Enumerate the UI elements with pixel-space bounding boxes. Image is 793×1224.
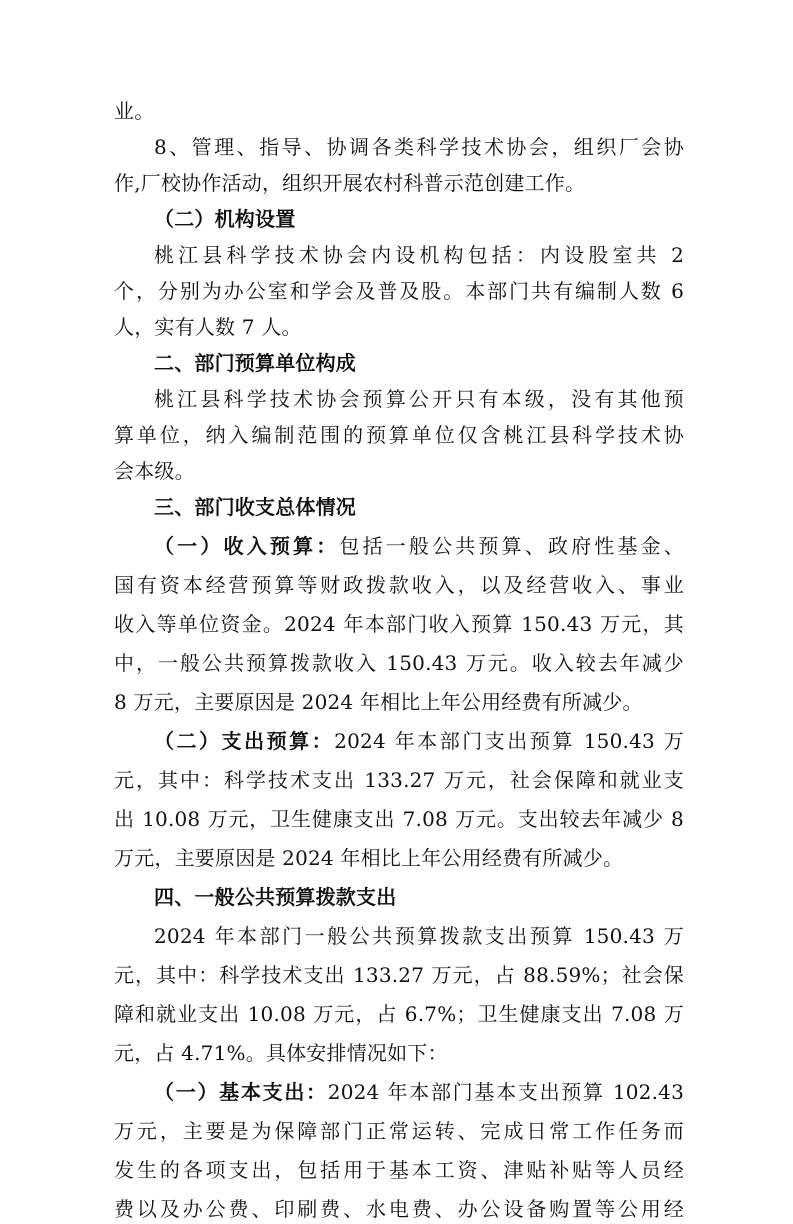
paragraph-line	[114, 726, 684, 756]
paragraph-line: 发生的各项支出，包括用于基本工资、津贴补贴等人员经	[114, 1158, 684, 1182]
paragraph-line: 业。	[114, 99, 155, 123]
paragraph-line: 作,厂校协作活动，组织开展农村科普示范创建工作。	[114, 171, 586, 195]
paragraph-line: 8 万元，主要原因是 2024 年相比上年公用经费有所减少。	[114, 690, 643, 714]
paragraph-line: 个，分别为办公室和学会及普及股。本部门共有编制人数 6	[114, 279, 684, 303]
paragraph-line: 2024 年本部门一般公共预算拨款支出预算 150.43 万	[154, 924, 684, 948]
paragraph-basic-expenditure	[114, 1077, 684, 1224]
paragraph-line: 8、管理、指导、协调各类科学技术协会，组织厂会协	[154, 135, 684, 159]
paragraph-line	[114, 1077, 684, 1107]
paragraph-line: 元，其中：科学技术支出 133.27 万元，社会保障和就业支	[114, 768, 684, 792]
paragraph-org-structure	[114, 240, 684, 342]
section-heading-budget-units: 二、部门预算单位构成	[154, 351, 356, 375]
paragraph-line	[114, 531, 684, 561]
paragraph-line: 收入等单位资金。2024 年本部门收入预算 150.43 万元，其	[114, 612, 684, 636]
paragraph-line: 万元，主要是为保障部门正常运转、完成日常工作任务而	[114, 1119, 684, 1143]
line-text: 包括一般公共预算、政府性基金、	[339, 534, 685, 558]
section-heading-general-budget: 四、一般公共预算拨款支出	[154, 885, 397, 909]
line-text: 2024 年本部门支出预算 150.43 万	[334, 729, 684, 753]
paragraph-line: 国有资本经营预算等财政拨款收入，以及经营收入、事业	[114, 573, 684, 597]
paragraph-line: 出 10.08 万元，卫生健康支出 7.08 万元。支出较去年减少 8	[114, 807, 684, 831]
section-heading-org-structure: （二）机构设置	[154, 207, 296, 231]
paragraph-line: 会本级。	[114, 459, 195, 483]
document-page	[114, 96, 684, 1224]
paragraph-line: 元，占 4.71%。具体安排情况如下：	[114, 1041, 448, 1065]
expenditure-budget-label: （二）支出预算：	[154, 729, 335, 753]
income-budget-label: （一）收入预算：	[154, 534, 340, 558]
paragraph-line: 万元，主要原因是 2024 年相比上年公用经费有所减少。	[114, 846, 624, 870]
paragraph-general-budget	[114, 921, 684, 1068]
paragraph-line: 障和就业支出 10.08 万元，占 6.7%；卫生健康支出 7.08 万	[114, 1002, 684, 1026]
paragraph-income-budget	[114, 531, 684, 717]
paragraph-line: 元，其中：科学技术支出 133.27 万元，占 88.59%；社会保	[114, 963, 684, 987]
line-text: 2024 年本部门基本支出预算 102.43	[327, 1080, 684, 1104]
paragraph-line: 算单位，纳入编制范围的预算单位仅含桃江县科学技术协	[114, 423, 684, 447]
basic-expenditure-label: （一）基本支出：	[154, 1080, 328, 1104]
paragraph-line: 桃江县科学技术协会预算公开只有本级，没有其他预	[154, 387, 684, 411]
paragraph-item-8	[114, 132, 684, 198]
paragraph-line: 人，实有人数 7 人。	[114, 315, 302, 339]
paragraph-line: 中，一般公共预算拨款收入 150.43 万元。收入较去年减少	[114, 651, 684, 675]
paragraph-line: 桃江县科学技术协会内设机构包括：内设股室共 2	[154, 243, 684, 267]
section-heading-overall: 三、部门收支总体情况	[154, 495, 356, 519]
paragraph-line: 费以及办公费、印刷费、水电费、办公设备购置等公用经	[114, 1197, 684, 1221]
paragraph-budget-units	[114, 384, 684, 486]
paragraph-expenditure-budget	[114, 726, 684, 873]
